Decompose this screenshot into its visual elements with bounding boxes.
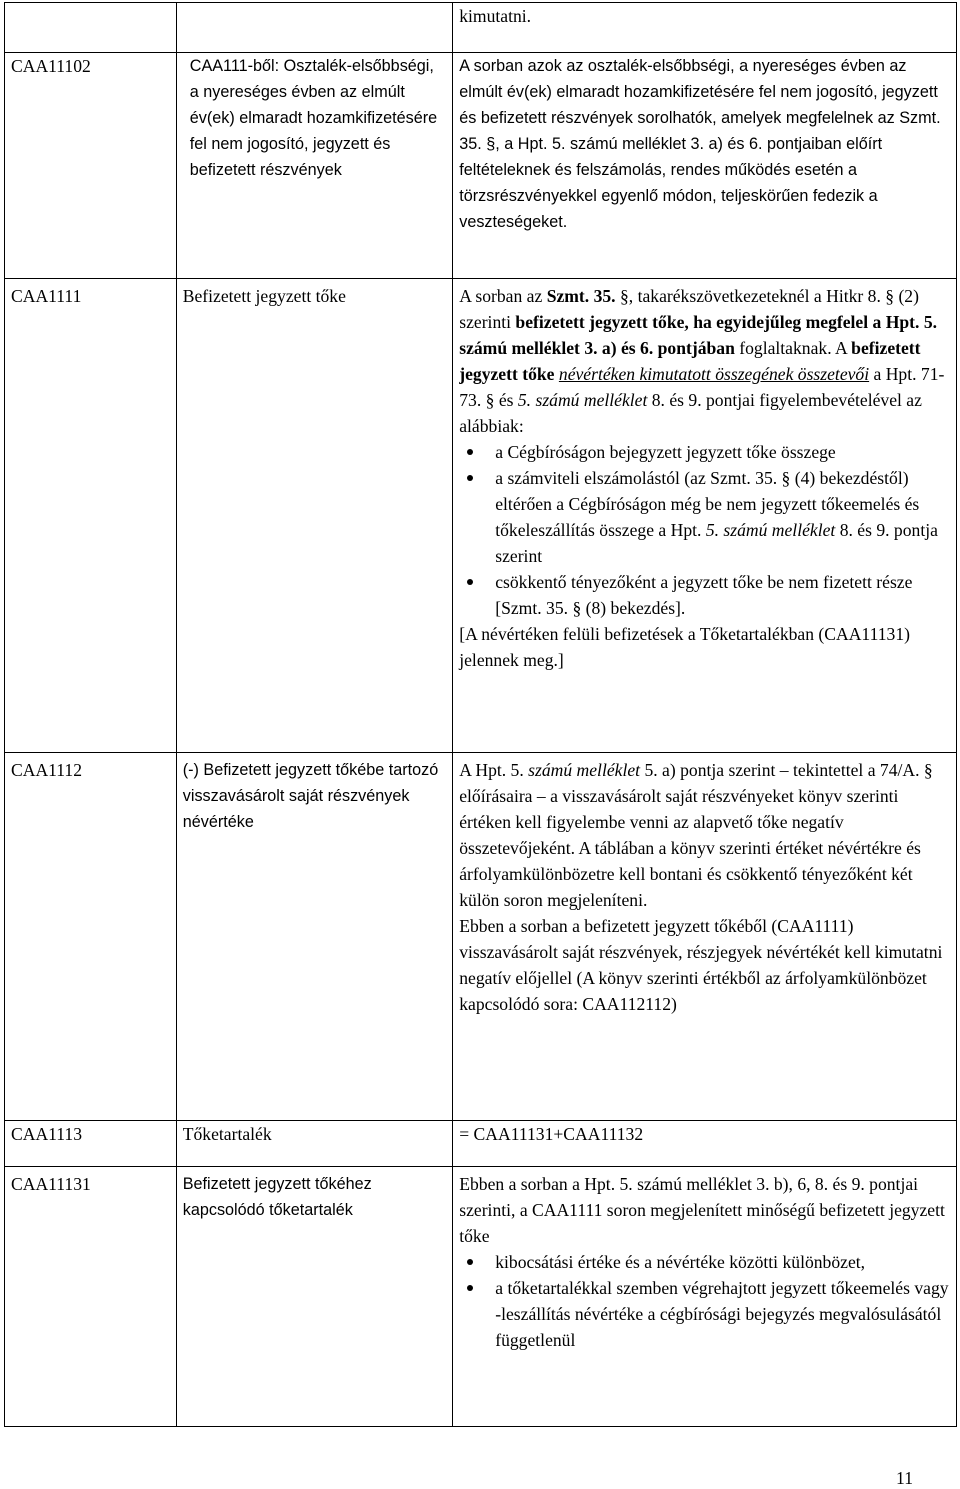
row-footer-note: [A névértéken felüli befizetések a Tőketartalékban (CAA11131) jelennek meg.] xyxy=(459,624,910,670)
row-description-text: A Hpt. 5. számú melléklet 5. a) pontja szerint – tekintettel a 74/A. § előírásaira – a visszavásárolt saját részvényeket könyv szerinti értéken kell figyelembe venni az alapvető tőke negatív összetevőjeként. A táblában a könyv szerinti értéket névértékre és árfolyamkülönbözetre kell bontani és csökkentő tényezőként két külön soron megjeleníteni. xyxy=(459,760,933,910)
row-description xyxy=(453,753,957,1121)
list-item: kibocsátási értéke és a névértéke közötti különbözet, xyxy=(495,1249,950,1275)
table-row xyxy=(5,1121,957,1167)
row-code xyxy=(5,3,177,53)
row-name: Befizetett jegyzett tőkéhez kapcsolódó tőketartalék xyxy=(176,1167,452,1427)
row-description-text: Ebben a sorban a befizetett jegyzett tőkéből (CAA1111) visszavásárolt saját részvények, részjegyek névértékét kell kimutatni negatív előjellel (A könyv szerinti értékből az árfolyamkülönbözet kapcsolódó sora: CAA112112) xyxy=(459,916,943,1014)
row-code: CAA11131 xyxy=(5,1167,177,1427)
list-item: csökkentő tényezőként a jegyzett tőke be nem fizetett része [Szmt. 35. § (8) bekezdés]. xyxy=(495,569,950,621)
row-description xyxy=(453,1167,957,1427)
row-description: A sorban azok az osztalék-elsőbbségi, a nyereséges évben az elmúlt év(ek) elmaradt hozamkifizetésére fel nem jogosító, jegyzett és befizetett részvények sorolhatók, amelyek megfelelnek az Szmt. 35. §, a Hpt. 5. számú melléklet 3. a) és 6. pontjaiban előírt feltételeknek és felszámolás, rendes működés esetén a törzsrészvényekkel egyenlő módon, teljeskörűen fedezik a veszteségeket. xyxy=(453,53,957,279)
row-name: Tőketartalék xyxy=(176,1121,452,1167)
page-number: 11 xyxy=(896,1468,913,1488)
bullet-list xyxy=(459,439,950,621)
row-name: (-) Befizetett jegyzett tőkébe tartozó visszavásárolt saját részvények névértéke xyxy=(176,753,452,1121)
row-name: CAA111-ből: Osztalék-elsőbbségi, a nyereséges évben az elmúlt év(ek) elmaradt hozamkifizetésére fel nem jogosító, jegyzett és befizetett részvények xyxy=(176,53,452,279)
table-row xyxy=(5,53,957,279)
row-description xyxy=(453,279,957,753)
row-description: kimutatni. xyxy=(453,3,957,53)
table-row xyxy=(5,279,957,753)
list-item: a tőketartalékkal szemben végrehajtott jegyzett tőkeemelés vagy -leszállítás névértéke a cégbírósági bejegyzés megvalósulásától függetlenül xyxy=(495,1275,950,1353)
row-code: CAA1111 xyxy=(5,279,177,753)
table-row xyxy=(5,753,957,1121)
row-name xyxy=(176,3,452,53)
row-code: CAA1113 xyxy=(5,1121,177,1167)
row-description: = CAA11131+CAA11132 xyxy=(453,1121,957,1167)
row-description-text: A sorban az Szmt. 35. §, takarékszövetkezeteknél a Hitkr 8. § (2) szerinti befizetett jegyzett tőke, ha egyidejűleg megfelel a Hpt. 5. számú melléklet 3. a) és 6. pontjában foglaltaknak. A befizetett jegyzett tőke névértéken kimutatott összegének összetevői a Hpt. 71-73. § és 5. számú melléklet 8. és 9. pontjai figyelembevételével az alábbiak: xyxy=(459,286,945,436)
row-code: CAA1112 xyxy=(5,753,177,1121)
table-row xyxy=(5,1167,957,1427)
document-table xyxy=(4,2,957,1427)
bullet-list xyxy=(459,1249,950,1353)
row-name: Befizetett jegyzett tőke xyxy=(176,279,452,753)
list-item: a Cégbíróságon bejegyzett jegyzett tőke összege xyxy=(495,439,950,465)
row-description-text: Ebben a sorban a Hpt. 5. számú melléklet 3. b), 6, 8. és 9. pontjai szerinti, a CAA1111 soron megjelenített minőségű befizetett jegyzett tőke xyxy=(459,1174,945,1246)
row-code: CAA11102 xyxy=(5,53,177,279)
table-row xyxy=(5,3,957,53)
list-item: a számviteli elszámolástól (az Szmt. 35. § (4) bekezdéstől) eltérően a Cégbíróságon még be nem jegyzett tőkeemelés és tőkeleszállítás összege a Hpt. 5. számú melléklet 8. és 9. pontja szerint xyxy=(495,465,950,569)
